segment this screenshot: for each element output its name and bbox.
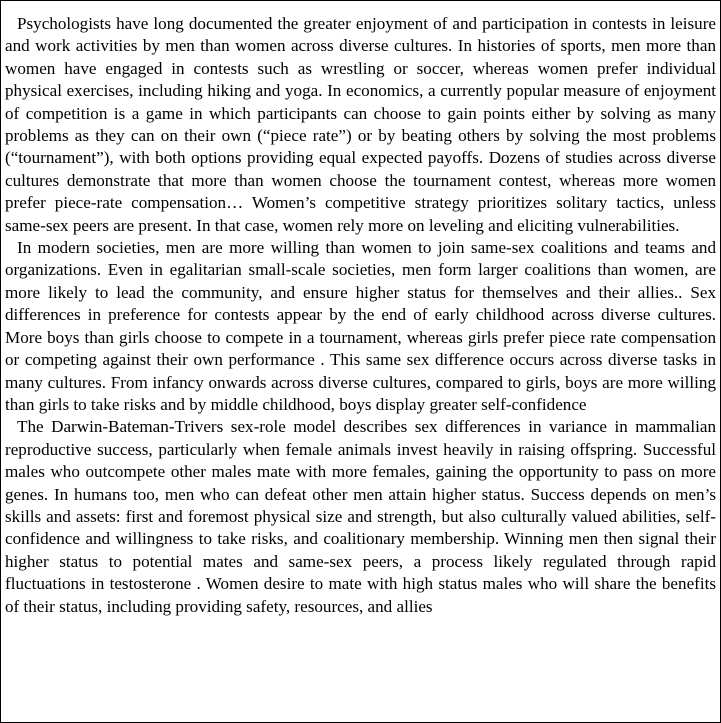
paragraph-sex-role-model: The Darwin-Bateman-Trivers sex-role model describes sex differences in variance in mammalian reproductive success, particularly when female animals invest heavily in raising offspring. Successful males who outcompete other males mate with more females, gaining the opportunity to pass on more genes. In humans too, men who can defeat other men attain higher status. Success depends on men’s skills and assets: first and foremost physical size and strength, but also culturally valued abilities, self-confidence and willingness to take risks, and coalitionary membership. Winning men then signal their higher status to potential mates and same-sex peers, a process likely regulated through rapid fluctuations in testosterone . Women desire to mate with high status males who will share the benefits of their status, including providing safety, resources, and allies bbox=[5, 417, 716, 616]
paragraph-competition-contests: Psychologists have long documented the greater enjoyment of and participation in contests in leisure and work activities by men than women across diverse cultures. In histories of sports, men more than women have engaged in contests such as wrestling or soccer, whereas women prefer individual physical exercises, including hiking and yoga. In economics, a currently popular measure of enjoyment of competition is a game in which participants can choose to gain points either by solving as many problems as they can on their own (“piece rate”) or by beating others by solving the most problems (“tournament”), with both options providing equal expected payoffs. Dozens of studies across diverse cultures demonstrate that more than women choose the tournament contest, whereas more women prefer piece-rate compensation… Women’s competitive strategy prioritizes solitary tactics, unless same-sex peers are present. In that case, women rely more on leveling and eliciting vulnerabilities. bbox=[5, 14, 716, 235]
paragraph-coalitions: In modern societies, men are more willing than women to join same-sex coalitions and teams and organizations. Even in egalitarian small-scale societies, men form larger coalitions than women, are more likely to lead the community, and ensure higher status for themselves and their allies.. Sex differences in preference for contests appear by the end of early childhood across diverse cultures. More boys than girls choose to compete in a tournament, whereas girls prefer piece rate compensation or competing against their own performance . This same sex difference occurs across diverse tasks in many cultures. From infancy onwards across diverse cultures, compared to girls, boys are more willing than girls to take risks and by middle childhood, boys display greater self-confidence bbox=[5, 238, 716, 414]
